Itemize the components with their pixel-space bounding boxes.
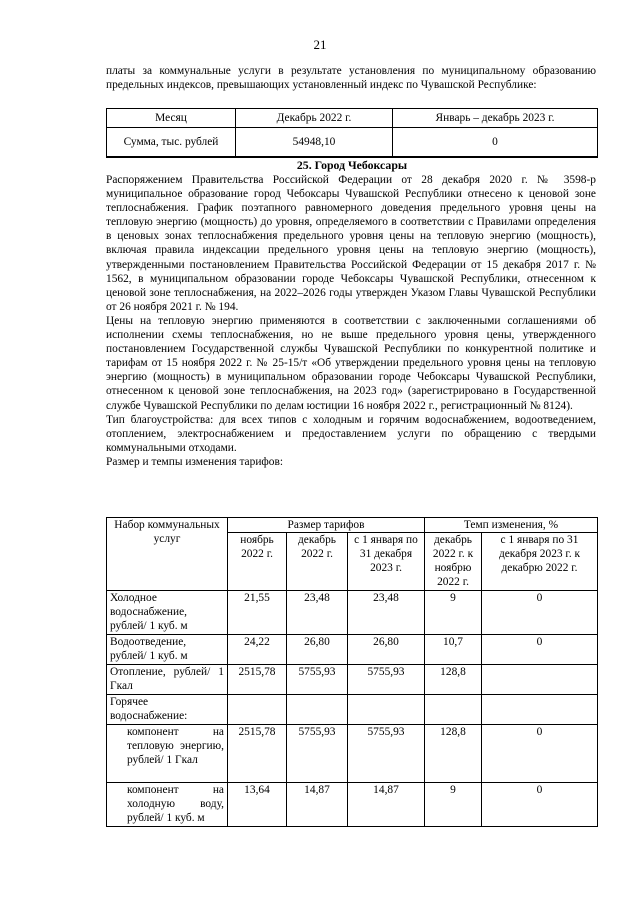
intro-paragraph: платы за коммунальные услуги в результате установления по муниципальному образованию предельных индексов, превышающих установленный индекс по Чувашской Республике: bbox=[106, 65, 596, 92]
t1-row-label: Сумма, тыс. рублей bbox=[107, 128, 236, 157]
t2-header-service: Набор коммунальных услуг bbox=[107, 518, 228, 591]
section-title: 25. Город Чебоксары bbox=[106, 157, 598, 172]
t2-header-size: Размер тарифов bbox=[228, 518, 425, 533]
row-label: Горячее водоснабжение: bbox=[107, 695, 228, 725]
row-label: Отопление, рублей/ 1 Гкал bbox=[107, 665, 228, 695]
cell: 0 bbox=[482, 783, 598, 827]
t2-sub-2023-to-dec: с 1 января по 31 декабря 2023 г. к декабрю 2022 г. bbox=[482, 533, 598, 591]
paragraph-3: Тип благоустройства: для всех типов с холодным и горячим водоснабжением, водоотведением, отоплением, электроснабжением и предоставлением услуги по обращению с твердыми коммунальными отходами. bbox=[106, 413, 596, 454]
row-label: компонент на тепловую энергию, рублей/ 1 Гкал bbox=[107, 725, 228, 783]
table-row bbox=[107, 783, 598, 827]
cell: 14,87 bbox=[348, 783, 425, 827]
cell: 10,7 bbox=[425, 635, 482, 665]
cell: 5755,93 bbox=[287, 725, 348, 783]
table-row bbox=[107, 635, 598, 665]
cell: 26,80 bbox=[287, 635, 348, 665]
t1-header-2023: Январь – декабрь 2023 г. bbox=[393, 109, 598, 128]
intro-text bbox=[106, 64, 596, 92]
cell bbox=[482, 665, 598, 695]
cell: 13,64 bbox=[228, 783, 287, 827]
cell: 5755,93 bbox=[348, 725, 425, 783]
table-row bbox=[107, 665, 598, 695]
cell bbox=[482, 695, 598, 725]
table-row bbox=[107, 591, 598, 635]
t1-header-dec2022: Декабрь 2022 г. bbox=[236, 109, 393, 128]
paragraph-1: Распоряжением Правительства Российской Федерации от 28 декабря 2020 г. № 3598-р муниципальное образование город Чебоксары Чувашской Республики отнесено к ценовой зоне теплоснабжения. График поэтапного равномерного доведения предельного уровня цены на тепловую энергию (мощность) до уровня, определяемого в соответствии с Правилами определения в ценовых зонах теплоснабжения предельного уровня цены на тепловую энергию (мощность), включая правила индексации предельного уровня цены на тепловую энергию (мощность), утвержденными постановлением Правительства Российской Федерации от 15 декабря 2017 г. № 1562, в муниципальном образовании городе Чебоксары Чувашской Республики, отнесенном к ценовой зоне теплоснабжения, на 2022–2026 годы утвержден Указом Главы Чувашской Республики от 26 ноября 2021 г. № 194. bbox=[106, 174, 596, 313]
cell bbox=[228, 695, 287, 725]
row-label: Холодное водоснабжение, рублей/ 1 куб. м bbox=[107, 591, 228, 635]
row-label: компонент на холодную воду, рублей/ 1 куб. м bbox=[107, 783, 228, 827]
t1-header-month: Месяц bbox=[107, 109, 236, 128]
cell: 23,48 bbox=[348, 591, 425, 635]
cell: 128,8 bbox=[425, 665, 482, 695]
paragraph-4: Размер и темпы изменения тарифов: bbox=[106, 455, 284, 468]
table-row bbox=[107, 725, 598, 783]
cell: 21,55 bbox=[228, 591, 287, 635]
paragraph-2: Цены на тепловую энергию применяются в соответствии с заключенными соглашениями об исполнении схемы теплоснабжения, но не выше предельного уровня цены, утвержденного постановлением Государственной службы Чувашской Республики по конкурентной политике и тарифам от 15 ноября 2022 г. № 25-15/т «Об утверждении предельного уровня цены на тепловую энергию (мощность) в муниципальном образовании городе Чебоксары Чувашской Республики, отнесенном к ценовой зоне теплоснабжения, на 2023 год» (зарегистрировано в Государственной службе Чувашской Республики по делам юстиции 16 ноября 2022 г., регистрационный № 8124). bbox=[106, 314, 596, 412]
table-row bbox=[107, 695, 598, 725]
t1-row-dec2022: 54948,10 bbox=[236, 128, 393, 157]
cell bbox=[348, 695, 425, 725]
cell: 2515,78 bbox=[228, 725, 287, 783]
cell: 0 bbox=[482, 635, 598, 665]
cell: 23,48 bbox=[287, 591, 348, 635]
cell: 9 bbox=[425, 783, 482, 827]
cell: 9 bbox=[425, 591, 482, 635]
t2-sub-dec2022: декабрь 2022 г. bbox=[287, 533, 348, 591]
cell: 128,8 bbox=[425, 725, 482, 783]
t2-sub-2023: с 1 января по 31 декабря 2023 г. bbox=[348, 533, 425, 591]
cell: 2515,78 bbox=[228, 665, 287, 695]
cell: 0 bbox=[482, 725, 598, 783]
t2-header-rate: Темп изменения, % bbox=[425, 518, 598, 533]
t2-sub-nov2022: ноябрь 2022 г. bbox=[228, 533, 287, 591]
cell: 5755,93 bbox=[287, 665, 348, 695]
compensation-table bbox=[106, 108, 598, 157]
body-text bbox=[106, 173, 596, 469]
tariffs-table bbox=[106, 517, 598, 827]
t1-row-2023: 0 bbox=[393, 128, 598, 157]
cell: 14,87 bbox=[287, 783, 348, 827]
row-label: Водоотведение, рублей/ 1 куб. м bbox=[107, 635, 228, 665]
cell: 0 bbox=[482, 591, 598, 635]
cell: 5755,93 bbox=[348, 665, 425, 695]
cell: 24,22 bbox=[228, 635, 287, 665]
cell bbox=[425, 695, 482, 725]
page-number: 21 bbox=[313, 37, 327, 52]
t2-sub-dec-to-nov: декабрь 2022 г. к ноябрю 2022 г. bbox=[425, 533, 482, 591]
cell bbox=[287, 695, 348, 725]
cell: 26,80 bbox=[348, 635, 425, 665]
